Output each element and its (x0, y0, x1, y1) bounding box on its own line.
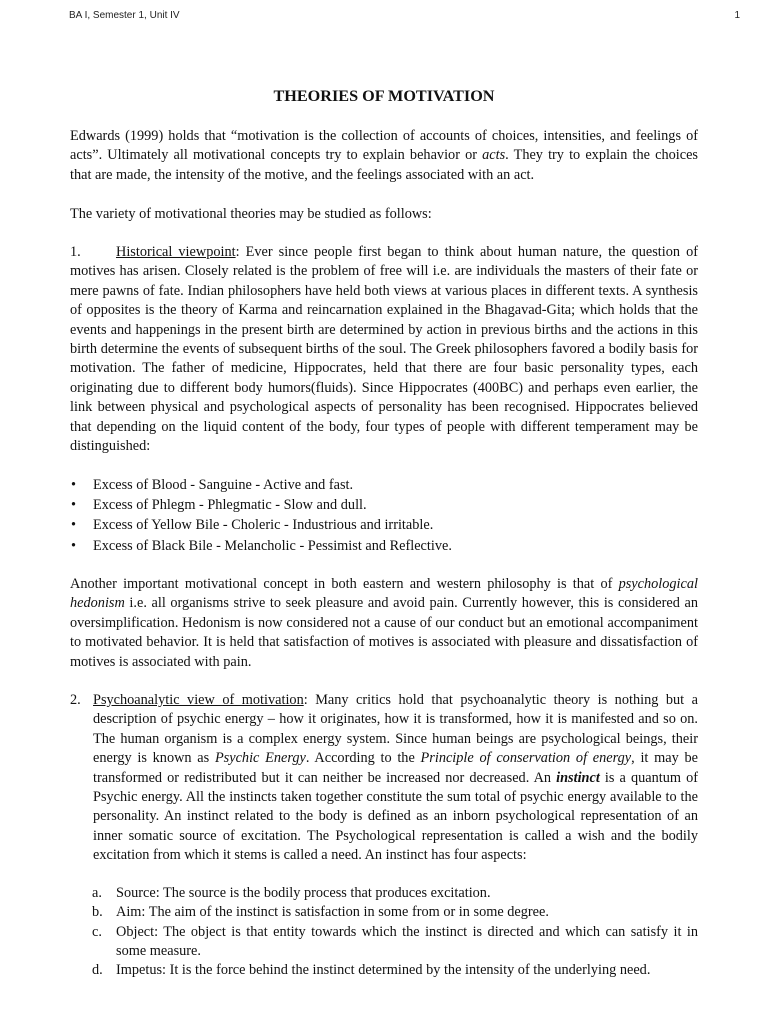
bullet-icon: • (71, 497, 77, 514)
hedonism-term: psychological hedonism (70, 576, 698, 612)
section-2-heading: Psychoanalytic view of motivation (93, 692, 304, 708)
page-title: THEORIES OF MOTIVATION (273, 87, 495, 105)
humors-list (70, 475, 698, 556)
section-2-number: 2. (70, 692, 81, 708)
section-1-heading: Historical viewpoint (116, 244, 236, 260)
instinct-term: instinct (556, 769, 600, 786)
page-number: 1 (734, 10, 740, 21)
bullet-icon: • (71, 477, 77, 493)
list-item: a. Source: The source is the bodily process that produces excitation. (92, 885, 491, 901)
section-2-paragraph: Psychoanalytic view of motivation: Many critics hold that psychoanalytic theory is nothing but a description of psychic energy – how it originates, how it is transformed, how it is manifested and so on. The human organism is a complex energy system. Since human beings are psychological beings, their energy is known as Psychic Energy. According to the Principle of conservation of energy, it may be transformed or redistributed but it can neither be increased nor decreased. An instinct is a quantum of Psychic energy. All the instincts taken together constitute the sum total of psychic energy available to the personality. An instinct related to the body is defined as an inborn psychological representation of an inner somatic source of excitation. The Psychological representation is called a wish and the bodily excitation from which it stems is called a need. An instinct has four aspects: (93, 692, 698, 864)
bullet-icon: • (71, 537, 77, 554)
intro-paragraph (70, 127, 698, 185)
section-1-number: 1. (70, 244, 81, 260)
list-item: • Excess of Yellow Bile - Choleric - Industrious and irritable. (70, 515, 698, 535)
list-item: • Excess of Black Bile - Melancholic - Pessimist and Reflective. (70, 536, 698, 556)
instinct-aspects-list (92, 884, 698, 980)
intro-text-2: . They try to explain the choices that are made, the intensity of the motive, and the feelings associated with an act. (70, 147, 698, 183)
list-item: d. Impetus: It is the force behind the instinct determined by the intensity of the underlying need. (92, 962, 651, 979)
section-1-text: : Ever since people first began to think about human nature, the question of motives has arisen. Closely related is the problem of free will i.e. are individuals the masters of their fate or mere pawns of fate. Indian philosophers have held both views at various places in different texts. A synthesis of opposites is the theory of Karma and reincarnation explained in the Bhagavad-Gita; which holds that the events and happenings in the present birth are determined by action in previous births and the actions in this birth determine the events of subsequent births of the soul. The Greek philosophers favored a bodily basis for motivation. The father of medicine, Hippocrates, held that there are four basic personality types, each originating due to different body humors(fluids). Since Hippocrates (400BC) and perhaps even earlier, the link between physical and psychological aspects of personality has been recognised. Hippocrates believed that depending on the liquid content of the body, four types of people with different temperament may be distinguished: (70, 244, 698, 455)
overview-paragraph: The variety of motivational theories may be studied as follows: (70, 206, 432, 222)
list-item: • Excess of Phlegm - Phlegmatic - Slow and dull. (70, 495, 698, 515)
hedonism-paragraph: Another important motivational concept in both eastern and western philosophy is that of psychological hedonism i.e. all organisms strive to seek pleasure and avoid pain. Currently however, this is considered an oversimplification. Hedonism is now considered not a cause of our conduct but an emotional accompaniment to motivated behavior. It is held that satisfaction of motives is associated with pleasure and dissatisfaction of motives is associated with pain. (70, 576, 698, 670)
intro-emphasis: acts (482, 147, 506, 164)
running-header: BA I, Semester 1, Unit IV (69, 10, 180, 21)
list-item: c. Object: The object is that entity towards which the instinct is directed and which can satisfy it in some measure. (92, 923, 698, 959)
list-item: • Excess of Blood - Sanguine - Active and fast. (70, 475, 698, 495)
list-item: b. Aim: The aim of the instinct is satisfaction in some from or in some degree. (92, 904, 549, 921)
intro-text-1: Edwards (1999) holds that “motivation is the collection of accounts of choices, intensities, and feelings of acts”. Ultimately all motivational concepts try to explain behavior or (70, 128, 698, 164)
section-1-paragraph (70, 243, 698, 456)
bullet-icon: • (71, 517, 77, 534)
